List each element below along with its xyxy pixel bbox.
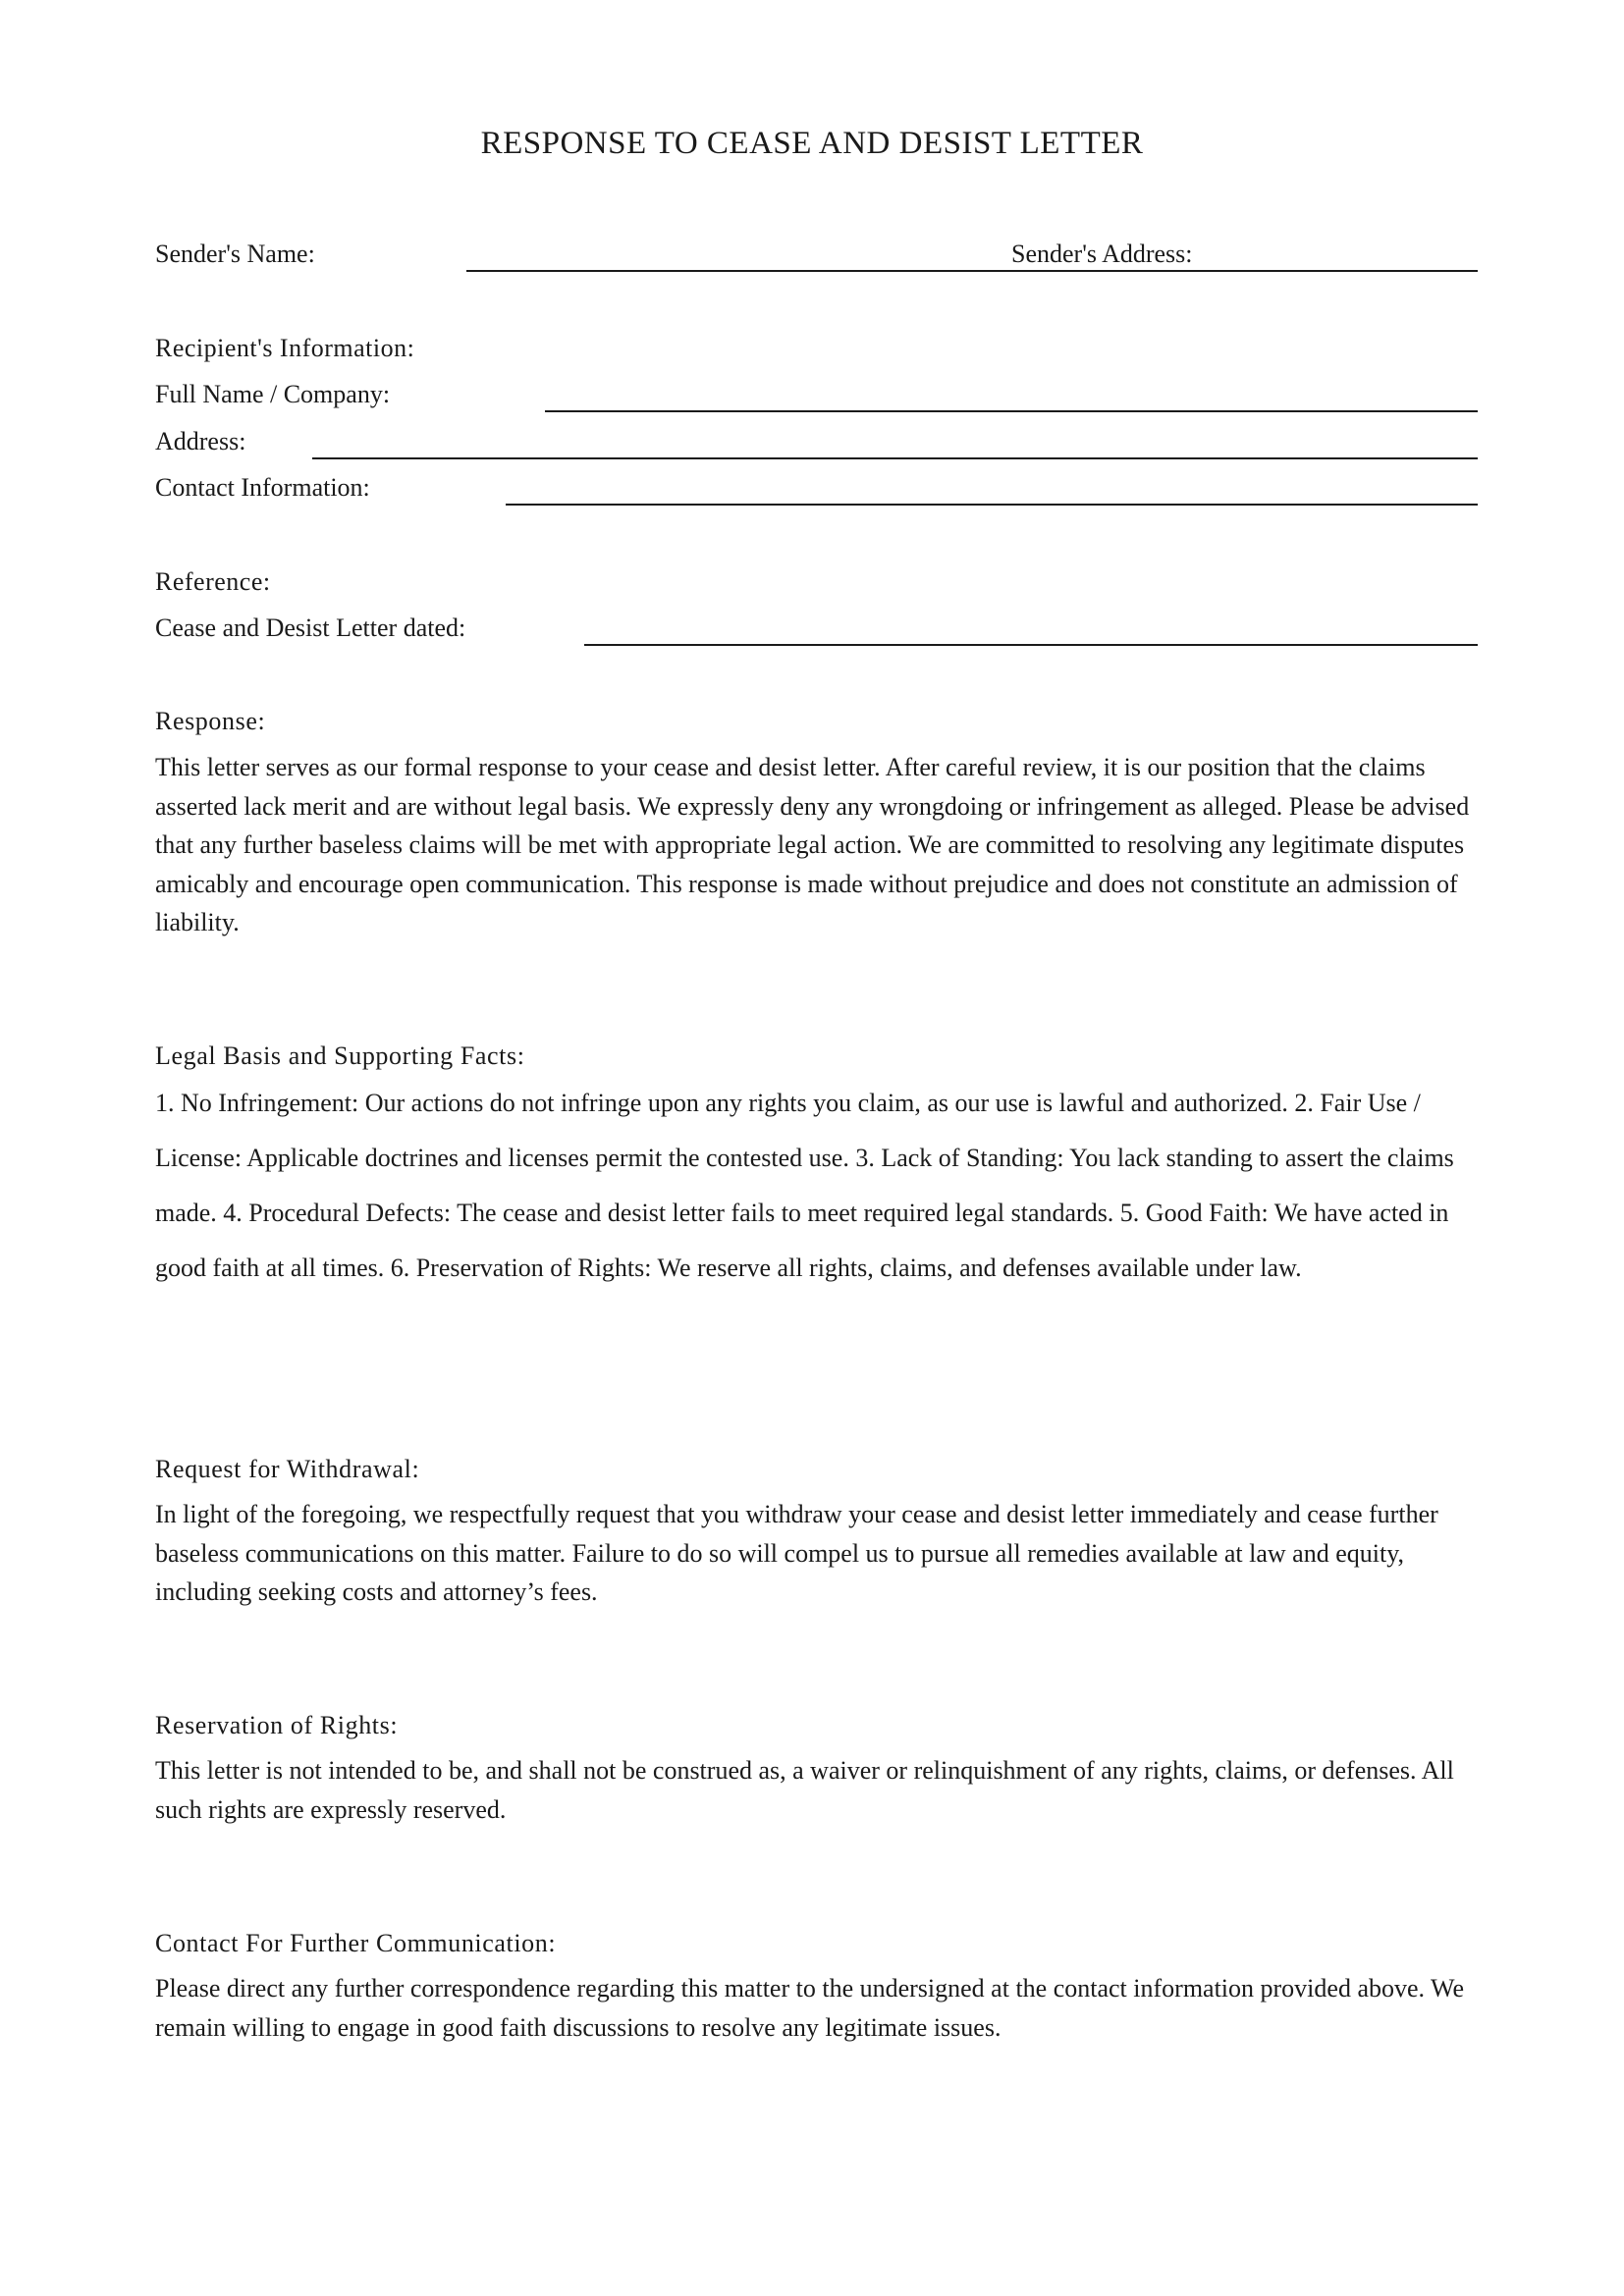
- sender-name-label: Sender's Name:: [155, 240, 315, 268]
- reference-date-field-line[interactable]: [584, 644, 1478, 646]
- response-heading: Response:: [155, 707, 266, 735]
- sender-name-field-line[interactable]: [466, 270, 1478, 272]
- recipient-name-field-line[interactable]: [545, 410, 1478, 412]
- withdrawal-body: In light of the foregoing, we respectfully request that you withdraw your cease and desist letter immediately and cease further baseless communications on this matter. Failure to do so will compel us to pursue all remedies available at law and equity, including seeking costs and attorney’s fees.: [155, 1500, 1438, 1606]
- recipient-contact-label: Contact Information:: [155, 473, 370, 502]
- reservation-heading: Reservation of Rights:: [155, 1711, 399, 1739]
- reference-date-label: Cease and Desist Letter dated:: [155, 614, 466, 642]
- recipient-contact-field-line[interactable]: [506, 504, 1478, 506]
- reference-heading: Reference:: [155, 567, 271, 596]
- recipient-address-label: Address:: [155, 427, 246, 455]
- withdrawal-heading: Request for Withdrawal:: [155, 1455, 420, 1483]
- legal-basis-body: 1. No Infringement: Our actions do not infringe upon any rights you claim, as our use is lawful and authorized. 2. Fair Use / License: Applicable doctrines and licenses permit the contested use. 3. Lack of Standing: You lack standing to assert the claims made. 4. Procedural Defects: The cease and desist letter fails to meet required legal standards. 5. Good Faith: We have acted in good faith at all times. 6. Preservation of Rights: We reserve all rights, claims, and defenses available under law.: [155, 1089, 1454, 1282]
- sender-address-label: Sender's Address:: [1011, 240, 1193, 268]
- contact-body: Please direct any further correspondence regarding this matter to the undersigned at the contact information provided above. We remain willing to engage in good faith discussions to resolve any legitimate issues.: [155, 1974, 1465, 2042]
- contact-heading: Contact For Further Communication:: [155, 1929, 557, 1957]
- recipient-name-label: Full Name / Company:: [155, 380, 391, 408]
- recipient-address-field-line[interactable]: [312, 457, 1478, 459]
- reservation-body: This letter is not intended to be, and shall not be construed as, a waiver or relinquishment of any rights, claims, or defenses. All such rights are expressly reserved.: [155, 1756, 1454, 1824]
- recipient-heading: Recipient's Information:: [155, 334, 415, 362]
- response-body: This letter serves as our formal response to your cease and desist letter. After careful review, it is our position that the claims asserted lack merit and are without legal basis. We expressly deny any wrongdoing or infringement as alleged. Please be advised that any further baseless claims will be met with appropriate legal action. We are committed to resolving any legitimate disputes amicably and encourage open communication. This response is made without prejudice and does not constitute an admission of liability.: [155, 753, 1470, 936]
- legal-basis-heading: Legal Basis and Supporting Facts:: [155, 1041, 525, 1070]
- document-title: RESPONSE TO CEASE AND DESIST LETTER: [480, 126, 1144, 161]
